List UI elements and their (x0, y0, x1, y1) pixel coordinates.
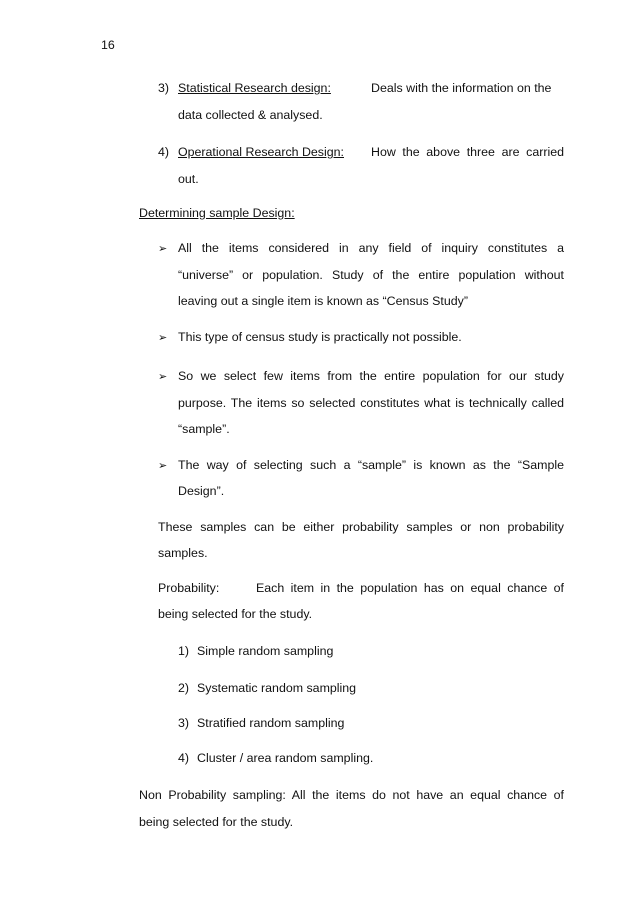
item-title: Statistical Research design: (178, 81, 331, 95)
bullet-text-line: So we select few items from the entire population for our study (178, 369, 564, 383)
list-label: Systematic random sampling (197, 681, 357, 695)
probability-label: Probability: (158, 581, 220, 595)
arrow-bullet-icon: ➢ (158, 243, 168, 255)
section-heading: Determining sample Design: (139, 206, 295, 220)
list-number: 1) (178, 644, 190, 658)
list-label: Cluster / area random sampling. (197, 751, 374, 765)
bullet-text-line: This type of census study is practically not possible. (178, 330, 462, 344)
bullet-text-line: purpose. The items so selected constitutes what is technically called (178, 396, 564, 410)
bullet-text-line: The way of selecting such a “sample” is known as the “Sample (178, 458, 564, 472)
item-title: Operational Research Design: (178, 145, 344, 159)
bullet-text-line: Design”. (178, 484, 225, 498)
paragraph-line: being selected for the study. (158, 607, 313, 621)
item-number: 3) (158, 81, 170, 95)
bullet-text-line: All the items considered in any field of inquiry constitutes a (178, 241, 564, 255)
item-description-cont: data collected & analysed. (178, 108, 323, 122)
list-label: Simple random sampling (197, 644, 334, 658)
paragraph-line: samples. (158, 546, 208, 560)
paragraph-line: Non Probability sampling: All the items do not have an equal chance of (139, 788, 564, 802)
item-description-cont: out. (178, 172, 199, 186)
item-number: 4) (158, 145, 170, 159)
list-number: 4) (178, 751, 190, 765)
arrow-bullet-icon: ➢ (158, 460, 168, 472)
bullet-text-line: leaving out a single item is known as “Census Study” (178, 294, 468, 308)
page-number: 16 (101, 38, 115, 52)
list-number: 3) (178, 716, 190, 730)
paragraph-line: These samples can be either probability samples or non probability (158, 520, 564, 534)
arrow-bullet-icon: ➢ (158, 371, 168, 383)
item-description: How the above three are carried (371, 145, 564, 159)
paragraph-line: Each item in the population has on equal chance of (256, 581, 564, 595)
paragraph-line: being selected for the study. (139, 815, 294, 829)
bullet-text-line: “universe” or population. Study of the entire population without (178, 268, 564, 282)
bullet-text-line: “sample”. (178, 422, 230, 436)
list-label: Stratified random sampling (197, 716, 345, 730)
list-number: 2) (178, 681, 190, 695)
item-description: Deals with the information on the (371, 81, 552, 95)
arrow-bullet-icon: ➢ (158, 332, 168, 344)
